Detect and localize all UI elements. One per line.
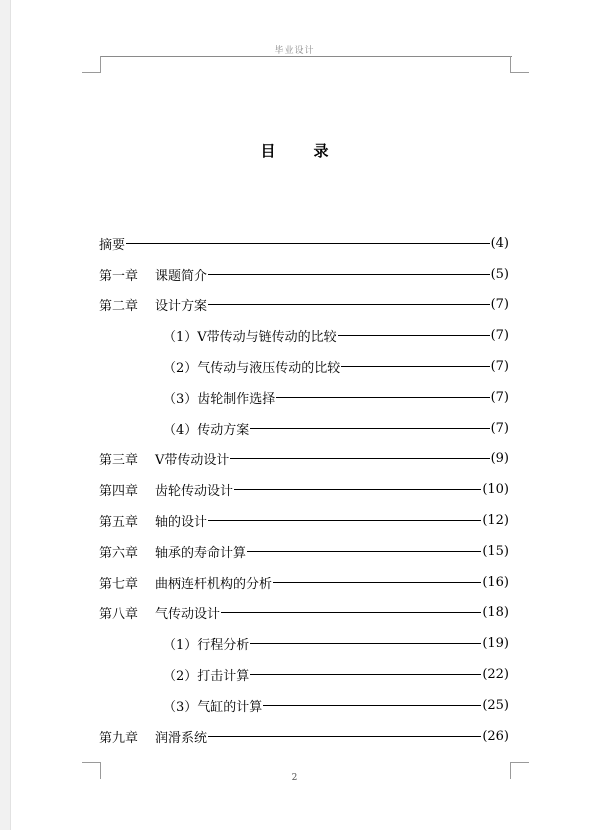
toc-entry-title: （3）齿轮制作选择 <box>163 391 276 407</box>
toc-entry-chapter: 第六章 <box>99 545 139 561</box>
toc-leader-line <box>208 520 481 521</box>
toc-entry[interactable] <box>99 382 509 413</box>
toc-entry-title: 齿轮传动设计 <box>155 484 234 500</box>
toc-entry-page: (18) <box>482 605 509 621</box>
toc-entry-title: （2）打击计算 <box>163 669 250 685</box>
toc-entry[interactable] <box>99 351 509 382</box>
toc-entry[interactable] <box>99 567 509 598</box>
toc-entry-title: （3）气缸的计算 <box>163 699 263 715</box>
toc-entry[interactable] <box>99 320 509 351</box>
table-of-contents <box>99 228 509 752</box>
toc-entry[interactable] <box>99 659 509 690</box>
toc-entry-chapter: 第九章 <box>99 730 139 746</box>
toc-entry-title: （2）气传动与液压传动的比较 <box>163 361 341 377</box>
crop-mark-top-left <box>82 56 101 73</box>
toc-entry[interactable] <box>99 690 509 721</box>
toc-leader-line <box>338 335 490 336</box>
toc-entry-page: (16) <box>482 574 509 590</box>
toc-leader-line <box>250 428 489 429</box>
toc-leader-line <box>208 304 490 305</box>
toc-entry-page: (12) <box>482 513 509 529</box>
toc-entry-chapter: 第三章 <box>99 453 139 469</box>
toc-entry-page: (7) <box>490 328 509 344</box>
page-number: 2 <box>291 773 298 783</box>
toc-entry[interactable] <box>99 290 509 321</box>
crop-mark-top-right <box>510 56 529 73</box>
toc-entry[interactable] <box>99 721 509 752</box>
toc-entry-title: 摘要 <box>99 237 126 253</box>
toc-leader-line <box>276 397 489 398</box>
toc-entry-page: (15) <box>482 543 509 559</box>
toc-entry-page: (10) <box>482 482 509 498</box>
toc-entry-title: V带传动设计 <box>155 453 230 469</box>
toc-entry-page: (25) <box>482 697 509 713</box>
toc-entry-page: (22) <box>482 667 509 683</box>
toc-entry-page: (26) <box>482 728 509 744</box>
toc-leader-line <box>126 243 490 244</box>
toc-entry-page: (9) <box>490 451 509 467</box>
toc-leader-line <box>234 489 481 490</box>
toc-entry[interactable] <box>99 598 509 629</box>
toc-entry-title: （1）V带传动与链传动的比较 <box>163 330 337 346</box>
toc-entry-page: (5) <box>490 266 509 282</box>
toc-entry[interactable] <box>99 628 509 659</box>
toc-entry-chapter: 第一章 <box>99 268 139 284</box>
toc-entry-chapter: 第四章 <box>99 484 139 500</box>
toc-entry[interactable] <box>99 413 509 444</box>
page-header-text: 毕业设计 <box>274 46 315 56</box>
toc-leader-line <box>263 705 481 706</box>
toc-entry-title: 气传动设计 <box>155 607 221 623</box>
toc-entry-page: (7) <box>490 359 509 375</box>
toc-entry-title: 润滑系统 <box>155 730 208 746</box>
toc-entry-title: 课题简介 <box>155 268 208 284</box>
toc-entry[interactable] <box>99 228 509 259</box>
toc-entry[interactable] <box>99 505 509 536</box>
page-left-margin-strip <box>0 0 11 830</box>
toc-entry-chapter: 第五章 <box>99 515 139 531</box>
toc-entry-chapter: 第八章 <box>99 607 139 623</box>
toc-entry-chapter: 第七章 <box>99 576 139 592</box>
toc-entry[interactable] <box>99 444 509 475</box>
header-rule <box>100 56 512 57</box>
toc-leader-line <box>208 736 481 737</box>
toc-entry-page: (7) <box>490 420 509 436</box>
toc-entry-title: （1）行程分析 <box>163 638 250 654</box>
toc-entry-title: 曲柄连杆机构的分析 <box>155 576 273 592</box>
toc-leader-line <box>273 582 481 583</box>
toc-leader-line <box>230 458 489 459</box>
toc-leader-line <box>208 274 490 275</box>
toc-leader-line <box>247 551 481 552</box>
toc-title: 目录 <box>260 142 367 160</box>
toc-entry-page: (4) <box>490 235 509 251</box>
toc-entry[interactable] <box>99 474 509 505</box>
toc-leader-line <box>250 643 481 644</box>
toc-entry-title: 设计方案 <box>155 299 208 315</box>
toc-entry-title: 轴承的寿命计算 <box>155 545 247 561</box>
toc-entry-page: (19) <box>482 636 509 652</box>
toc-entry-title: 轴的设计 <box>155 515 208 531</box>
toc-leader-line <box>250 674 481 675</box>
toc-entry-page: (7) <box>490 389 509 405</box>
toc-entry-title: （4）传动方案 <box>163 422 250 438</box>
toc-entry[interactable] <box>99 259 509 290</box>
toc-entry[interactable] <box>99 536 509 567</box>
toc-entry-page: (7) <box>490 297 509 313</box>
toc-entry-chapter: 第二章 <box>99 299 139 315</box>
toc-leader-line <box>221 612 481 613</box>
toc-leader-line <box>341 366 489 367</box>
